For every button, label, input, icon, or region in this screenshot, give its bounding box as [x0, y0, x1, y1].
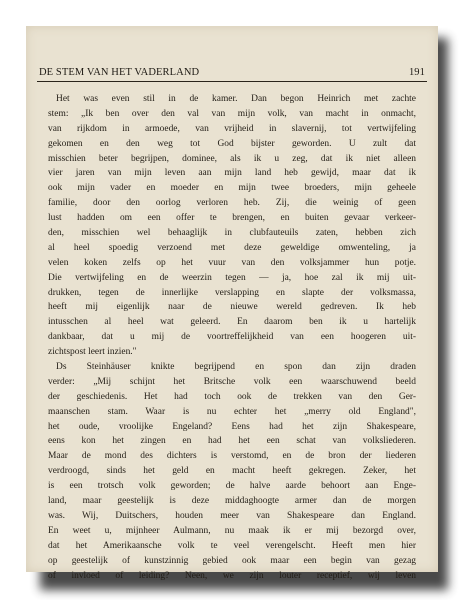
text-line: gekomen en den weg tot God bijster geworden. U zult dat — [48, 138, 416, 149]
text-line: der geschiedenis. Het had toch ook de trekken van den Ger- — [48, 391, 416, 402]
text-line: verdroogd, sinds het geld en macht heeft gekregen. Zeker, het — [48, 466, 416, 477]
book-page — [26, 26, 438, 581]
text-line: land, maar geestelijk is deze middaghoogte armer dan de morgen — [48, 496, 416, 507]
body-text — [48, 92, 416, 583]
text-line: op geestelijk of kunstzinnig gebied ook maar een begin van gezag — [48, 555, 416, 566]
text-line: vier jaren van mijn leven aan mijn land heb gewijd, maar dat ik — [48, 168, 416, 179]
text-line: of invloed of leiding? Neen, we zijn louter receptief, wij leven — [48, 570, 416, 581]
text-line: is een trotsch volk geworden; de halve aarde behoort aan Enge- — [48, 481, 416, 492]
text-line: Het was even stil in de kamer. Dan begon Heinrich met zachte — [56, 94, 416, 104]
text-line: ook mijn vader en moeder en mijn twee broeders, mijn geheele — [48, 183, 416, 194]
text-line: velen koken zelfs op het vuur van den volksjammer hun potje. — [48, 257, 416, 268]
page-number: 191 — [408, 67, 425, 78]
text-line: zichtspost leert inzien." — [48, 347, 137, 358]
text-line: Maar de mond des dichters is verstomd, en de bron der liederen — [48, 451, 416, 462]
running-head: DE STEM VAN HET VADERLAND — [39, 67, 200, 78]
text-line: En weet u, mijnheer Aulmann, nu maak ik er mij bezorgd over, — [48, 525, 416, 536]
text-line: maanschen stam. Waar is nu echter het „merry old England", — [48, 406, 416, 417]
text-line: al heel spoedig verzoend met deze geweldige omwenteling, ja — [48, 242, 416, 253]
text-line: familie, door den oorlog verloren heb. Zij, die weinig of geen — [48, 198, 416, 209]
text-line: drukken, tegen de innerlijke verslapping en slapte der volksmassa, — [48, 287, 416, 298]
text-line: lust hadden om een offer te brengen, en buiten gevaar verkeer- — [48, 213, 416, 224]
text-line: Die vertwijfeling en de weerzin tegen — ja, hoe zal ik mij uit- — [48, 272, 416, 283]
page-header — [39, 67, 425, 78]
text-line: dankbaar, dat u mij de voortreffelijkheid van een hoogeren uit- — [48, 332, 416, 343]
text-line: was. Wij, Duitschers, houden meer van Shakespeare dan England. — [48, 510, 416, 521]
text-line: eens kon het zingen en had het een schat van volksliederen. — [48, 436, 416, 447]
text-line: misschien beter begrijpen, dominee, als ik u zeg, dat ik niet alleen — [48, 153, 416, 164]
text-line: Ds Steinhäuser knikte begrijpend en spon dan zijn draden — [56, 362, 416, 373]
text-line: heeft mij eigenlijk naar de nieuwe wereld gedreven. Ik heb — [48, 302, 416, 313]
text-line: den, misschien wel behaaglijk in clubfauteuils zaten, hebben zich — [48, 228, 416, 239]
text-line: het oude, vroolijke Engeland? Eens had het zijn Shakespeare, — [48, 421, 416, 432]
text-line: stem: „Ik ben over den val van mijn volk, van macht in onmacht, — [48, 108, 416, 119]
text-line: verder: „Mij schijnt het Britsche volk een waarschuwend beeld — [48, 376, 416, 387]
text-line: intusschen al heel wat geleerd. En daarom ben ik u hartelijk — [48, 317, 416, 328]
header-rule — [37, 81, 427, 82]
text-line: van rijkdom in armoede, van vrijheid in slavernij, tot vertwijfeling — [48, 123, 416, 134]
text-line: dat het Amerikaansche volk te veel verengelscht. Heeft men hier — [48, 540, 416, 551]
